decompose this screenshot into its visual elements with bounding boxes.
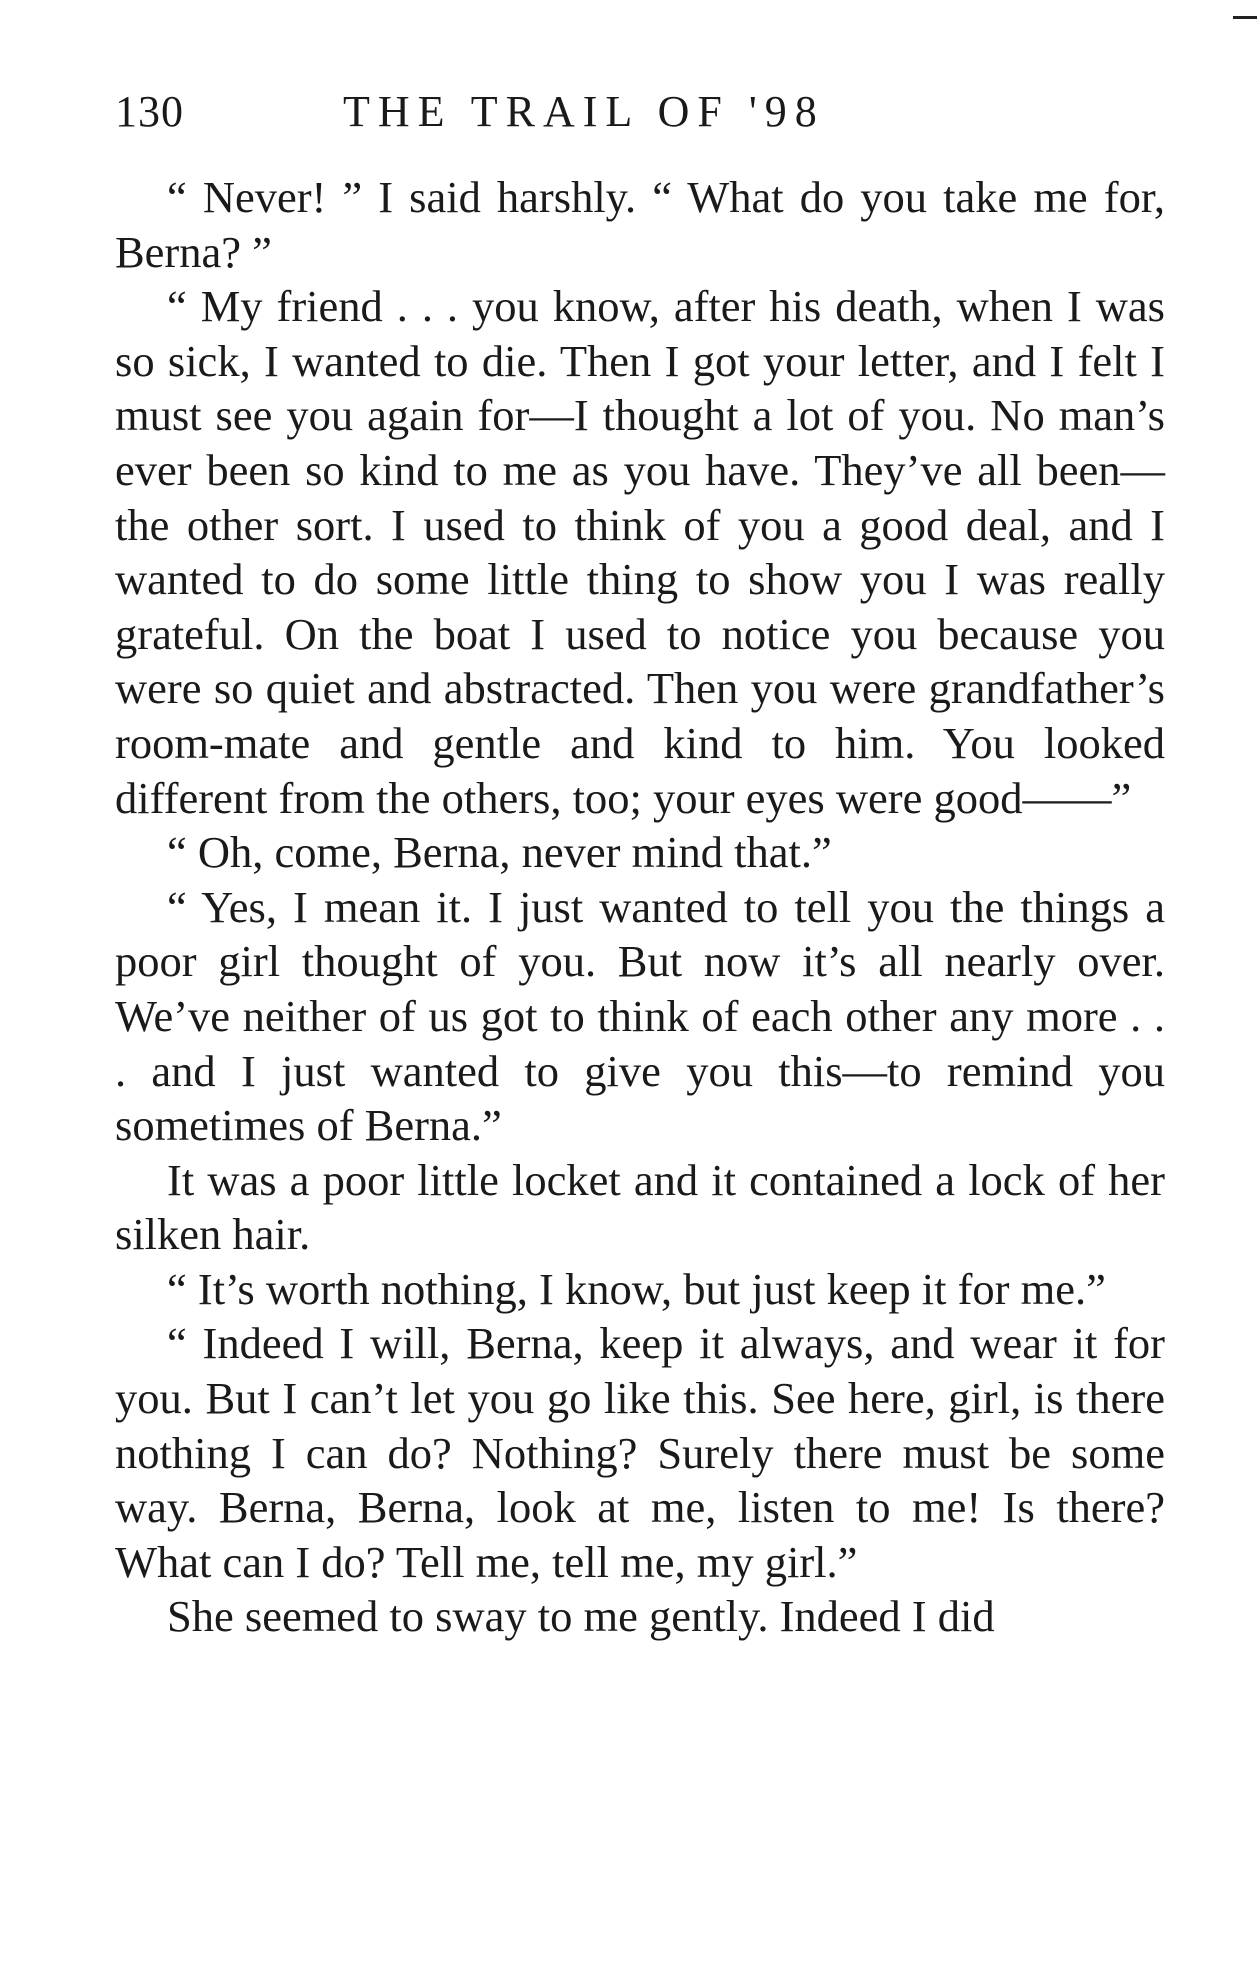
page-header [115, 82, 1165, 142]
running-title: THE TRAIL OF '98 [343, 87, 825, 136]
paragraph: It was a poor little locket and it contained a lock of her silken hair. [115, 1154, 1165, 1260]
paragraph: “ Never! ” I said harshly. “ What do you take me for, Berna? ” [115, 172, 1165, 277]
paragraph: “ My friend . . . you know, after his death, when I was so sick, I wanted to die. Then I got your letter, and I felt I must see you again for—I thought a lot of you. No man’s ever been so kind to me as you have. They’ve all been—the other sort. I used to think of you a good deal, and I wanted to do some little thing to show you I was really grateful. On the boat I used to notice you because you were so quiet and abstracted. Then you were grandfather’s room-mate and gentle and kind to him. You looked different from the others, too; your eyes were good——” [115, 281, 1165, 823]
paragraph: She seemed to sway to me gently. Indeed I did [167, 1591, 995, 1642]
paragraph: “ Indeed I will, Berna, keep it always, and wear it for you. But I can’t let you go like this. See here, girl, is there nothing I can do? Nothing? Surely there must be some way. Berna, Berna, look at me, listen to me! Is there? What can I do? Tell me, tell me, my girl.” [115, 1318, 1165, 1587]
page-edge-mark [1233, 16, 1257, 19]
body-text [115, 170, 1165, 1644]
paragraph: “ Yes, I mean it. I just wanted to tell you the things a poor girl thought of you. But now it’s all nearly over. We’ve neither of us got to think of each other any more . . . and I just wanted to give you this—to remind you sometimes of Berna.” [115, 881, 1165, 1151]
paragraph: “ It’s worth nothing, I know, but just keep it for me.” [167, 1263, 1106, 1314]
page-number: 130 [115, 87, 184, 136]
paragraph: “ Oh, come, Berna, never mind that.” [167, 827, 832, 878]
